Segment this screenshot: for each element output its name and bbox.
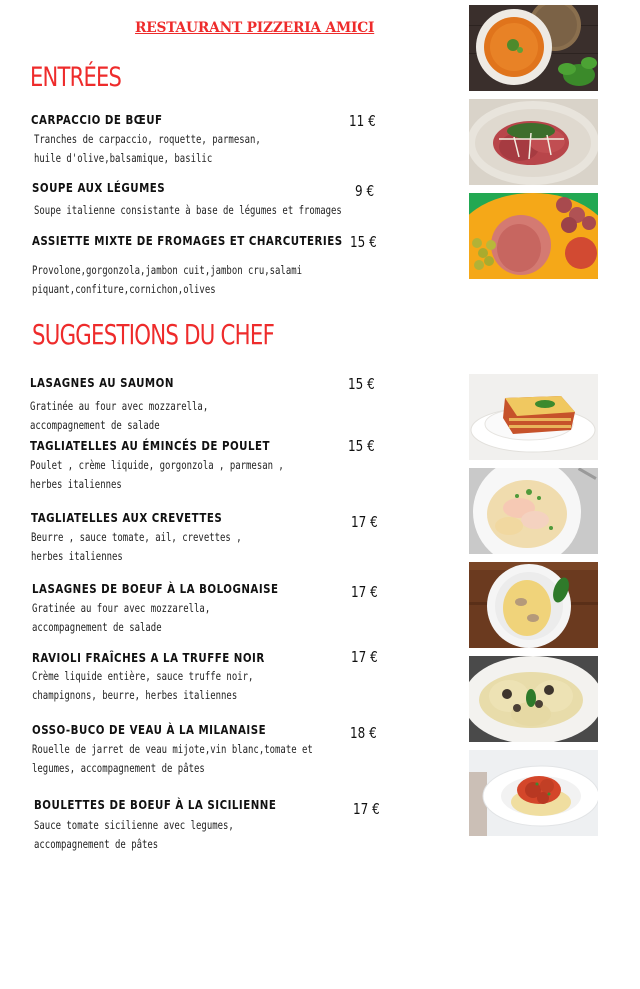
item-name: RAVIOLI FRAÎCHES A LA TRUFFE NOIR [32,650,265,665]
description-line: champignons, beurre, herbes italiennes [32,687,238,702]
item-description [30,397,208,434]
description-line: Soupe italienne consistante à base de légumes et fromages [34,203,342,217]
truffle-ravioli-photo [469,656,598,742]
item-description [32,599,210,636]
item-description [34,201,342,220]
beef-carpaccio-photo [469,99,598,185]
charcuterie-platter-photo [469,193,598,279]
item-description [32,740,313,777]
item-name: OSSO-BUCO DE VEAU À LA MILANAISE [32,722,267,737]
description-line: herbes italiennes [31,548,123,563]
description-line: herbes italiennes [30,476,122,491]
item-price: 17 € [351,583,378,601]
spaghetti-meatballs-photo [469,750,598,836]
item-name: SOUPE AUX LÉGUMES [32,180,166,195]
tomato-soup-photo [469,5,598,91]
item-name: LASAGNES DE BOEUF À LA BOLOGNAISE [32,581,279,596]
item-price: 15 € [348,375,375,393]
item-name: TAGLIATELLES AU ÉMINCÉS DE POULET [30,438,271,453]
item-description [34,130,261,167]
item-price: 15 € [350,233,377,251]
description-line: Beurre , sauce tomate, ail, crevettes , [31,530,242,544]
description-line: Rouelle de jarret de veau mijote,vin blanc,tomate et [32,742,313,756]
description-line: Sauce tomate sicilienne avec legumes, [34,818,234,832]
item-price: 17 € [351,648,378,666]
item-name: CARPACCIO DE BŒUF [31,112,163,127]
description-line: Provolone,gorgonzola,jambon cuit,jambon cru,salami [32,263,303,277]
description-line: Tranches de carpaccio, roquette, parmesan, [34,132,261,146]
item-description [30,456,284,493]
item-name: ASSIETTE MIXTE DE FROMAGES ET CHARCUTERIES [32,233,343,248]
item-description [31,528,242,565]
section-title-chef-suggestions: SUGGESTIONS DU CHEF [32,318,275,351]
description-line: accompagnement de salade [32,619,162,634]
description-line: piquant,confiture,cornichon,olives [32,281,216,296]
item-description [32,261,302,298]
creamy-penne-photo [469,562,598,648]
item-price: 18 € [350,724,377,742]
description-line: accompagnement de pâtes [34,836,159,851]
item-name: TAGLIATELLES AUX CREVETTES [31,510,223,525]
description-line: Crème liquide entière, sauce truffe noir, [32,669,254,683]
item-price: 17 € [351,513,378,531]
description-line: Gratinée au four avec mozzarella, [30,399,209,413]
item-price: 9 € [355,182,375,200]
section-title-entrees: ENTRÉES [30,62,122,93]
item-description [34,816,234,853]
item-price: 17 € [353,800,380,818]
description-line: huile d'olive,balsamique, basilic [34,150,213,165]
item-name: BOULETTES DE BOEUF À LA SICILIENNE [34,797,277,812]
shrimp-tagliatelle-photo [469,468,598,554]
description-line: Gratinée au four avec mozzarella, [32,601,211,615]
item-description [32,667,253,704]
restaurant-title: RESTAURANT PIZZERIA AMICI [135,20,375,36]
item-price: 11 € [349,112,376,130]
item-name: LASAGNES AU SAUMON [30,375,174,390]
lasagna-photo [469,374,598,460]
description-line: accompagnement de salade [30,417,160,432]
description-line: legumes, accompagnement de pâtes [32,760,205,775]
description-line: Poulet , crème liquide, gorgonzola , parmesan , [30,458,284,472]
item-price: 15 € [348,437,375,455]
